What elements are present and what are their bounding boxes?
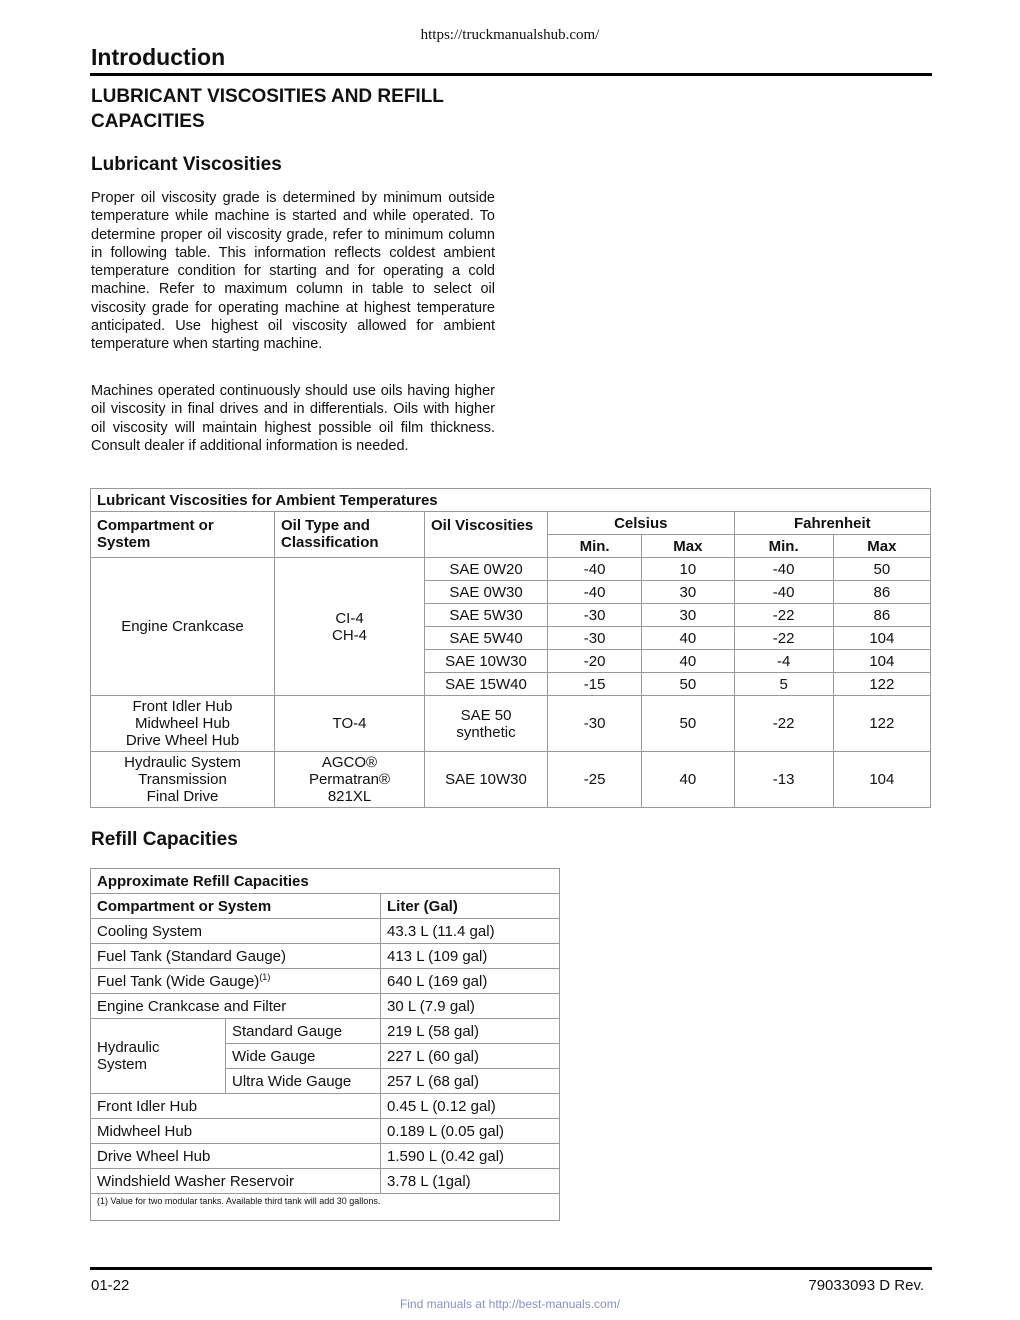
page-number: 01-22 xyxy=(91,1277,130,1294)
table-row xyxy=(91,994,560,1019)
fahrenheit-max-cell: 104 xyxy=(833,752,930,808)
fahrenheit-min-cell: -4 xyxy=(734,650,833,673)
compartment-cell: Windshield Washer Reservoir xyxy=(91,1169,381,1194)
fahrenheit-max-cell: 86 xyxy=(833,604,930,627)
compartment-cell: Fuel Tank (Standard Gauge) xyxy=(91,944,381,969)
fahrenheit-min-cell: -40 xyxy=(734,558,833,581)
capacity-cell: 219 L (58 gal) xyxy=(381,1019,560,1044)
compartment-cell: Wide Gauge xyxy=(226,1044,381,1069)
engine-oil-type: CI-4 CH-4 xyxy=(275,558,425,696)
celsius-min-cell: -30 xyxy=(548,627,642,650)
viscosity-cell: SAE 5W30 xyxy=(425,604,548,627)
celsius-min-cell: -25 xyxy=(548,752,642,808)
compartment-cell: Ultra Wide Gauge xyxy=(226,1069,381,1094)
col-compartment: Compartment or System xyxy=(91,512,275,558)
fahrenheit-max-cell: 50 xyxy=(833,558,930,581)
col-fahrenheit-max: Max xyxy=(833,535,930,558)
capacity-cell: 0.45 L (0.12 gal) xyxy=(381,1094,560,1119)
table-row xyxy=(91,1119,560,1144)
compartment-cell: Standard Gauge xyxy=(226,1019,381,1044)
compartment-cell: Front Idler Hub xyxy=(91,1094,381,1119)
celsius-max-cell: 50 xyxy=(642,673,734,696)
table-row xyxy=(91,1144,560,1169)
table-row xyxy=(91,969,560,994)
capacity-cell: 227 L (60 gal) xyxy=(381,1044,560,1069)
col-fahrenheit-min: Min. xyxy=(734,535,833,558)
refill-table-caption: Approximate Refill Capacities xyxy=(91,869,560,894)
compartment-cell: Engine Crankcase and Filter xyxy=(91,994,381,1019)
fahrenheit-min-cell: 5 xyxy=(734,673,833,696)
fahrenheit-max-cell: 122 xyxy=(833,673,930,696)
celsius-max-cell: 40 xyxy=(642,627,734,650)
viscosity-cell: SAE 0W30 xyxy=(425,581,548,604)
capacity-cell: 0.189 L (0.05 gal) xyxy=(381,1119,560,1144)
celsius-min-cell: -20 xyxy=(548,650,642,673)
fahrenheit-min-cell: -22 xyxy=(734,627,833,650)
capacity-cell: 43.3 L (11.4 gal) xyxy=(381,919,560,944)
col-fahrenheit: Fahrenheit xyxy=(734,512,930,535)
celsius-min-cell: -15 xyxy=(548,673,642,696)
celsius-max-cell: 30 xyxy=(642,604,734,627)
viscosity-table xyxy=(90,488,931,808)
col-celsius: Celsius xyxy=(548,512,735,535)
fahrenheit-min-cell: -13 xyxy=(734,752,833,808)
viscosities-paragraph-2: Machines operated continuously should use oils having higher oil viscosity in final drives and in differentials. Oils with higher oil viscosity will maintain highest possible oil film thickness. Consult dealer if additional information is needed. xyxy=(91,383,495,454)
compartment-cell: Cooling System xyxy=(91,919,381,944)
footer-url[interactable]: Find manuals at http://best-manuals.com/ xyxy=(399,1297,621,1311)
col-celsius-max: Max xyxy=(642,535,734,558)
footer-rule xyxy=(90,1267,932,1270)
compartment-cell: Midwheel Hub xyxy=(91,1119,381,1144)
table-row xyxy=(91,558,931,581)
capacity-cell: 3.78 L (1gal) xyxy=(381,1169,560,1194)
capacity-cell: 413 L (109 gal) xyxy=(381,944,560,969)
table-row xyxy=(91,696,931,752)
viscosity-table-caption: Lubricant Viscosities for Ambient Temperatures xyxy=(91,489,931,512)
col-liter: Liter (Gal) xyxy=(381,894,560,919)
table-row xyxy=(91,1019,560,1044)
col-oil-type: Oil Type and Classification xyxy=(275,512,425,558)
celsius-min-cell: -40 xyxy=(548,581,642,604)
engine-compartment: Engine Crankcase xyxy=(91,558,275,696)
col-compartment: Compartment or System xyxy=(91,894,381,919)
hydraulic-compartment: Hydraulic System Transmission Final Drive xyxy=(91,752,275,808)
capacity-cell: 1.590 L (0.42 gal) xyxy=(381,1144,560,1169)
footnote-marker: (1) xyxy=(259,972,271,982)
fahrenheit-min-cell: -22 xyxy=(734,696,833,752)
hydraulic-oil-type: AGCO® Permatran® 821XL xyxy=(275,752,425,808)
document-number: 79033093 D Rev. xyxy=(808,1277,924,1294)
capacity-cell: 30 L (7.9 gal) xyxy=(381,994,560,1019)
viscosities-heading: Lubricant Viscosities xyxy=(91,154,282,175)
refill-heading: Refill Capacities xyxy=(91,829,238,850)
fahrenheit-max-cell: 104 xyxy=(833,627,930,650)
table-row xyxy=(91,752,931,808)
table-row xyxy=(91,919,560,944)
page-title: LUBRICANT VISCOSITIES AND REFILL CAPACITIES xyxy=(91,86,444,132)
header-rule xyxy=(90,73,932,76)
table-row xyxy=(91,944,560,969)
celsius-min-cell: -30 xyxy=(548,696,642,752)
capacity-cell: 640 L (169 gal) xyxy=(381,969,560,994)
col-viscosities: Oil Viscosities xyxy=(425,512,548,558)
celsius-min-cell: -40 xyxy=(548,558,642,581)
compartment-cell: Fuel Tank (Wide Gauge)$^{(1)}$ xyxy=(91,969,381,994)
table-row xyxy=(91,1094,560,1119)
celsius-max-cell: 40 xyxy=(642,752,734,808)
table-row xyxy=(91,1169,560,1194)
fahrenheit-max-cell: 104 xyxy=(833,650,930,673)
viscosities-paragraph-1: Proper oil viscosity grade is determined by minimum outside temperature while machine is started and while operated. To determine proper oil viscosity grade, refer to minimum column in following table. This information reflects coldest ambient temperature condition for starting and for operating a cold machine. Refer to maximum column in table to select oil viscosity grade for operating machine at highest temperature anticipated. Use highest oil viscosity allowed for ambient temperature when starting machine. xyxy=(91,190,495,353)
viscosity-cell: SAE 0W20 xyxy=(425,558,548,581)
viscosity-cell: SAE 10W30 xyxy=(425,650,548,673)
hubs-oil-type: TO-4 xyxy=(275,696,425,752)
celsius-min-cell: -30 xyxy=(548,604,642,627)
hydraulic-system-label: Hydraulic System xyxy=(91,1019,226,1094)
fahrenheit-max-cell: 86 xyxy=(833,581,930,604)
viscosity-cell: SAE 5W40 xyxy=(425,627,548,650)
celsius-max-cell: 30 xyxy=(642,581,734,604)
header-url[interactable]: https://truckmanualshub.com/ xyxy=(420,27,600,43)
compartment-cell: Drive Wheel Hub xyxy=(91,1144,381,1169)
col-celsius-min: Min. xyxy=(548,535,642,558)
refill-footnote: (1) Value for two modular tanks. Available third tank will add 30 gallons. xyxy=(91,1194,560,1221)
refill-table xyxy=(90,868,560,1221)
hubs-viscosity: SAE 50 synthetic xyxy=(425,696,548,752)
hubs-compartment: Front Idler Hub Midwheel Hub Drive Wheel Hub xyxy=(91,696,275,752)
fahrenheit-min-cell: -22 xyxy=(734,604,833,627)
celsius-max-cell: 50 xyxy=(642,696,734,752)
celsius-max-cell: 10 xyxy=(642,558,734,581)
section-title: Introduction xyxy=(91,44,226,70)
fahrenheit-min-cell: -40 xyxy=(734,581,833,604)
fahrenheit-max-cell: 122 xyxy=(833,696,930,752)
capacity-cell: 257 L (68 gal) xyxy=(381,1069,560,1094)
viscosity-cell: SAE 15W40 xyxy=(425,673,548,696)
celsius-max-cell: 40 xyxy=(642,650,734,673)
hydraulic-viscosity: SAE 10W30 xyxy=(425,752,548,808)
